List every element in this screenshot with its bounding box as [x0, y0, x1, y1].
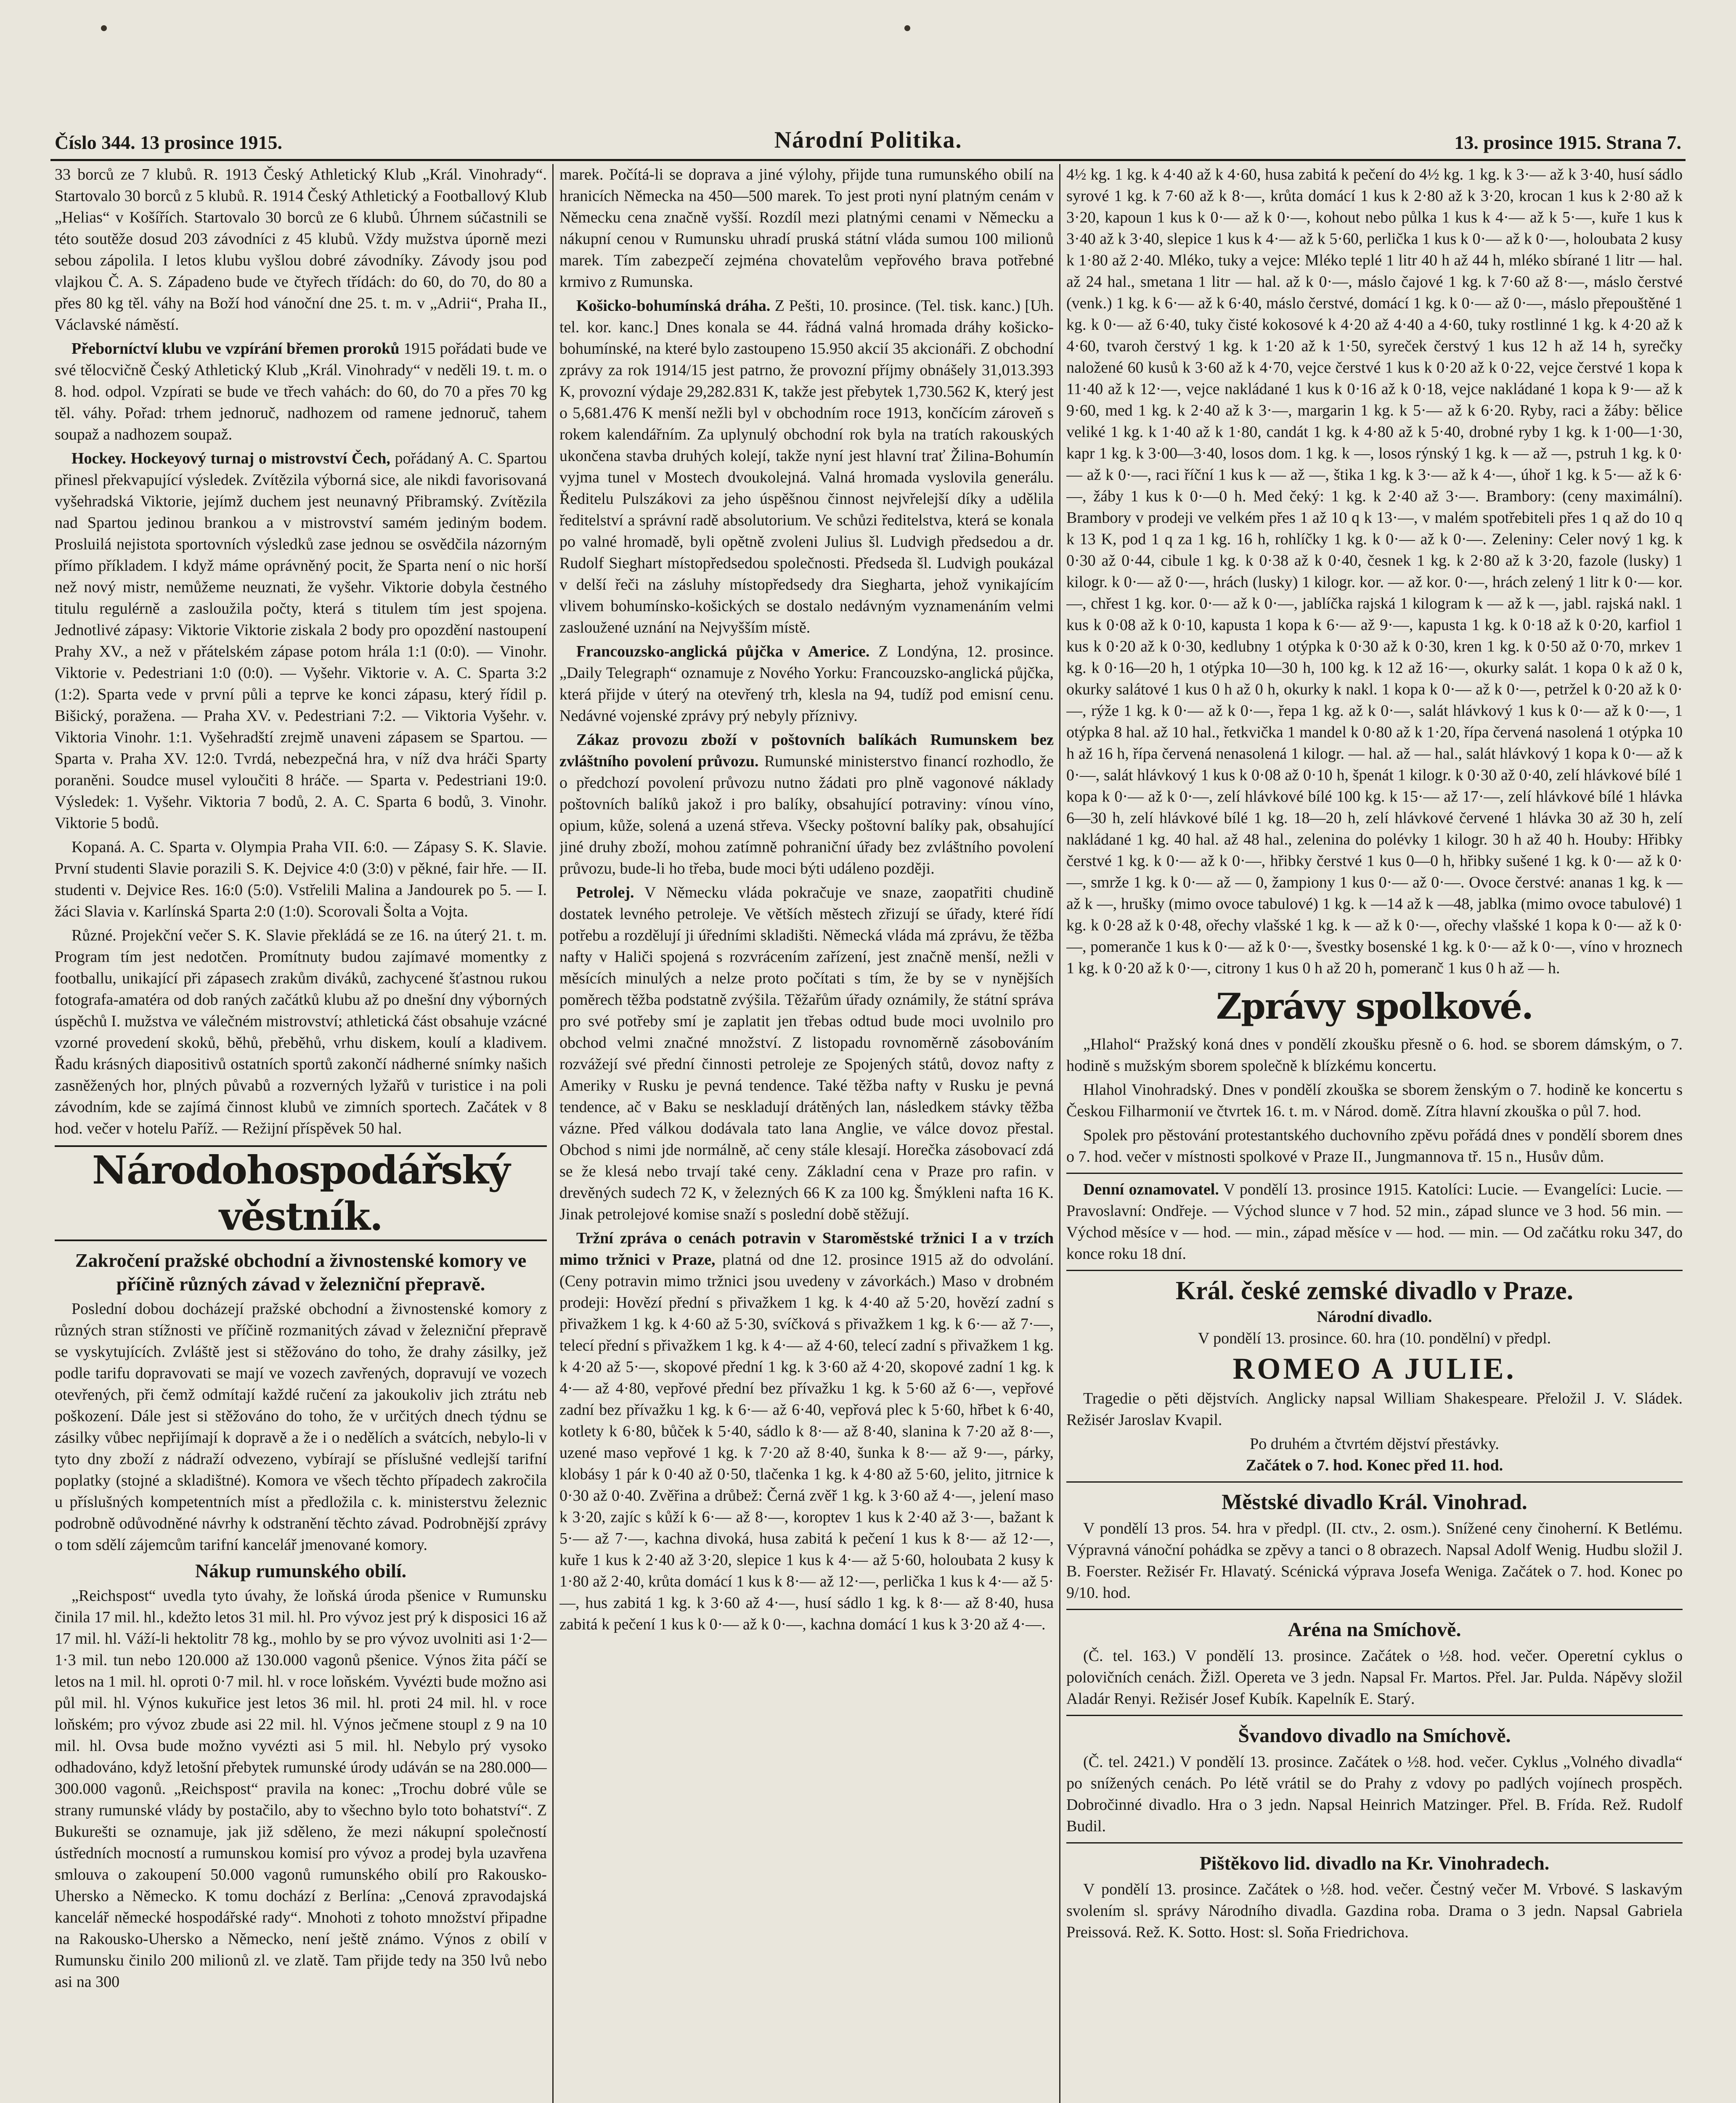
separator	[1066, 1173, 1683, 1174]
article-text: Z Pešti, 10. prosince. (Tel. tisk. kanc.) [Uh. tel. kor. kanc.] Dnes konala se 44. řádná valná hromada dráhy košicko-bohumínské, na které bylo zastoupeno 15.950 akcií 35 akcionáři. Z obchodní zprávy za rok 1914/15 jest patrno, že provozní příjmy obnášely 31,013.393 K, provozní výdaje 29,282.831 K, takže jest přebytek 1,730.562 K, který jest o 5,681.476 K menší nežli byl v obchodním roce 1913, končícím zároveň s rokem kalendářním. Za uplynulý obchodní rok byla na tratích rakouských ukončena stavba druhých kolejí, takže nyní jest hlavní trať Žilina-Bohumín vyjma tunel v Mostech dvoukolejná. Valná hromada vyslovila generálu. Ředitelu Pulszákovi za jeho úspěšnou činnost nejvřelejší díky a udělila ředitelství a správní radě absolutorium. Ve schůzi ředitelstva, která se konala po valné hromadě, byli opětně zvoleni Julius šl. Ludvigh předsedou a dr. Rudolf Sieghart místopředsedou společnosti. Předseda šl. Ludvigh poukázal v delší řeči na zásluhy místopředsedy dra Siegharta, jehož vynikajícím vlivem bohumínsko-košických se dostalo nedávným vyznamenáním velmi zasloužené uznání na Nejvyšším místě.	[559, 297, 1054, 636]
separator	[1066, 1481, 1683, 1483]
play-note: Po druhém a čtvrtém dějství přestávky.	[1250, 1435, 1499, 1453]
page-speck	[101, 25, 107, 31]
separator	[1066, 1715, 1683, 1716]
masthead: Národní Politika.	[774, 127, 962, 153]
section-heading: Zprávy spolkové.	[1216, 985, 1533, 1027]
theater-name: Pištěkovo lid. divadlo na Kr. Vinohradech.	[1199, 1852, 1550, 1874]
article-text: 33 borců ze 7 klubů. R. 1913 Český Athletický Klub „Král. Vinohrady“. Startovalo 30 borců z 5 klubů. R. 1914 Český Athletický a Footballový Klub „Helias“ v Košířích. Startovalo 30 borců ze 6 klubů. Úhrnem súčastnili se této soutěže dosud 203 závodníci z 45 klubů. Vždy mužstva úporně mezi sebou zápolila. I letos klubu vyšlou dobré závodníky. Závody jsou pod vlajkou Č. A. S. Západeno bude ve čtyřech třídách: do 60, do 70, do 80 a přes 80 kg těl. váhy na Boží hod vánoční dne 25. t. m. v „Adrii“, Praha II., Václavské náměstí.	[55, 166, 547, 334]
page-header	[55, 128, 1681, 154]
article-lead: Košicko-bohumínská dráha.	[576, 297, 771, 315]
column-divider	[552, 164, 554, 2103]
column-1	[55, 164, 547, 2103]
market-prices: 4½ kg. 1 kg. k 4·40 až k 4·60, husa zabitá k pečení do 4½ kg. 1 kg. k 3·— až k 3·40, husí sádlo syrové 1 kg. k 7·60 až k 8·—, krůta domácí 1 kus k 2·80 až k 3·20, krocan 1 kus k 2·80 až k 3·20, kapoun 1 kus k 0·— až k 0·—, kohout nebo půlka 1 kus k 4·— až k 5·—, kuře 1 kus k 3·40 až k 3·40, slepice 1 kus k 4·— až k 5·60, perlička 1 kus k 0·— až k 0·—, holoubata 2 kusy k 1·80 až 2·40. Mléko, tuky a vejce: Mléko teplé 1 litr 40 h až 44 h, mléko sbírané 1 litr — hal. až 24 hal., smetana 1 litr — hal. až k 0·—, máslo čajové 1 kg. k 7·60 až 8·—, máslo čerstvé (venk.) 1 kg. k 6·— až k 6·40, máslo čerstvé, domácí 1 kg. k 0·— až 0·—, máslo přepouštěné 1 kg. k 0·— až 6·40, tuky čisté kokosové k 4·20 až 4·40 a 4·60, tuky rostlinné 1 kg. k 4·20 až k 4·60, tvaroh čerstvý 1 kg. k 1·20 až k 1·50, syreček čerstvý 1 kus 12 h až 14 h, syrečky naložené 60 kusů k 3·60 až k 4·70, vejce čerstvé 1 kus k 0·20 až k 0·22, vejce čerstvé 1 kopa k 11·40 až k 12·—, vejce nakládané 1 kus k 0·16 až k 0·18, vejce nakládané 1 kopa k 9·— až k 9·60, med 1 kg. k 2·40 až k 3·—, margarin 1 kg. k 5·— až k 6·20. Ryby, raci a žáby: bělice veliké 1 kg. k 1·40 až k 1·80, candát 1 kg. k 4·80 až k 5·40, drobné ryby 1 kg. k 1·00—1·30, kapr 1 kg. k 3·00—3·40, losos dom. 1 kg. k —, losos rýnský 1 kg. k — až —, pstruh 1 kg. k 0·— až k 0·—, raci říční 1 kus k — až —, štika 1 kg. k 3·— až k 4·—, úhoř 1 kg. k 5·— až k 6·—, žáby 1 kus k 0·—0 h. Med čeký: 1 kg. k 2·40 až 3·—. Brambory: (ceny maximální). Brambory v prodeji ve velkém přes 1 až 10 q k 13·—, v malém spotřebiteli přes 1 q až do 10 q k 13 K, pod 1 q za 1 kg. 16 h, rohlíčky 1 kg. k 0·— až k 0·—. Zeleniny: Celer nový 1 kg. k 0·30 až 0·44, cibule 1 kg. k 0·38 až k 0·40, česnek 1 kg. k 2·80 až k 3·20, fazole (lusky) 1 kilogr. k 0·— až 0·—, hrách (lusky) 1 kilogr. kor. — až kor. 0·—, hrách zelený 1 litr k 0·— kor. —, chřest 1 kg. kor. 0·— až k 0·—, jablíčka rajská 1 kilogram k — až k —, jabl. rajská nakl. 1 kus k 0·08 až k 0·10, kapusta 1 kopa k 6·— až 9·—, kapusta 1 kg. k 0·18 až k 0·20, karfiol 1 kus k 0·20 až k 0·30, kedlubny 1 otýpka k 0·30 až k 0·30, kren 1 kg. k 0·50 až 0·70, mrkev 1 kg. k 0·16—20 h, 1 otýpka 10—30 h, 100 kg. k 12 až 16·—, okurky salát. 1 kopa 0 k až 0 k, okurky salátové 1 kus 0 h až 0 h, okurky k nakl. 1 kopa k 0·— až k 0·—, petržel k 0·20 až k 0·—, rýže 1 kg. k 0·— až k 0·—, řepa 1 kg. až k 0·—, salát hlávkový 1 kus k 0·— až k 0·—, 1 otýpka 8 hal. až 10 hal., řetkvička 1 mandel k 0·80 až k 1·20, řípa červená nasolená 1 otýpka 10 h až 16 h, řípa červená nenasolená 1 kilogr. — hal. až — hal., salát hlávkový 1 kopa k 0·— až k 0·—, salát hlávkový 1 kus k 0·08 až 0·10 h, špenát 1 kilogr. k 0·30 až 0·40, zelí hlávkové bílé 1 kopa k 0·— až k 0·—, zelí hlávkové bílé 100 kg. k 15·— až 17·—, zelí hlávkové bílé 1 hlávka 6—30 h, zelí hlávkové bílé 1 kg. 18—20 h, zelí hlávkové červené 1 hlávka 30 až 30 h, zelí nakládané 1 kg. 40 hal. až 48 hal., zelenina do polévky 1 kilogr. 30 h až 40 h. Houby: Hřibky čerstvé 1 kg. k 0·— až k 0·—, hřibky čerstvé 1 kus 0—0 h, hřibky sušené 1 kg. k 0·— až k 0·—, smrže 1 kg. k 0·— až — 0, žampiony 1 kus 0·— až 0·—. Ovoce čerstvé: ananas 1 kg. k — až k —, hrušky (mimo ovoce tabulové) 1 kg. k —14 až k —48, jablka (mimo ovoce tabulové) 1 kg. k 0·28 až k 0·48, ořechy vlašské 1 kg. k — až k 0·—, ořechy vlašské 1 kopa k 0·— až k 0·—, pomeranče 1 kus k 0·— až k 0·—, švestky bosenské 1 kg. k 0·— až k 0·—, víno v hroznech 1 kg. k 0·20 až k 0·—, citrony 1 kus 0 h až 20 h, pomeranč 1 kus 0 h až — h.	[1066, 166, 1683, 977]
article-text: marek. Počítá-li se doprava a jiné výlohy, přijde tuna rumunského obilí na hranicích Německa na 450—500 marek. To jest proti nyní platným cenám v Německu cena značně vyšší. Rozdíl mezi platnými cenami v Německu a nákupní cenou v Rumunsku uhradí pruská státní vláda sumou 100 milionů marek. Tím zabezpečí zejména chovatelům vepřového brava potřebné krmivo z Rumunska.	[559, 166, 1054, 291]
theater-name: Král. české zemské divadlo v Praze.	[1175, 1277, 1574, 1305]
article-text: Rumunské ministerstvo financí rozhodlo, že o předchozí povolení průvozu nutno žádati pro plně vagonové náklady poštovních balíků jakož i pro balíky, obsahující potraviny: vínou víno, opium, kůže, solená a uzená střeva. Všecky poštovní balíky pak, obsahující jiné druhy zboží, mohou zatímně pohraniční úřady bez zvláštního povolení průvozu, bude-li ho třeba, bude moci býti událeno později.	[559, 752, 1054, 877]
theater-subtitle: Národní divadlo.	[1317, 1308, 1432, 1326]
theater-program: V pondělí 13. prosince. Začátek o ½8. hod. večer. Čestný večer M. Vrbové. S laskavým svolením sl. správy Národního divadla. Gazdina roba. Drama o 3 jedn. Napsal Gabriela Preissová. Rež. K. Sotto. Host: sl. Soňa Friedrichova.	[1066, 1881, 1683, 1941]
article-text: „Reichspost“ uvedla tyto úvahy, že loňská úroda pšenice v Rumunsku činila 17 mil. hl., kdežto letos 31 mil. hl. Pro vývoz jest prý k disposici 16 až 17 mil. hl. Váží-li hektolitr 78 kg., mohlo by se pro vývoz uvolniti asi 1·2—1·3 mil. tun nebo 120.000 až 130.000 vagonů pšenice. Výnos žita páčí se letos na 1 mil. hl. oproti 0·7 mil. hl. v roce loňském. Vyvézti bude možno asi půl mil. hl. Výnos kukuřice jest letos 36 mil. hl. proti 24 mil. hl. v roce loňském; pro vývoz zbude asi 22 mil. hl. Výnos ječmene stoupl z 9 na 10 mil. hl. Ovsa bude možno vyvézti asi 5 mil. hl. Nebylo prý vysoko odhadováno, když letošní přebytek rumunské úrody udáván se na 280.000—300.000 vagonů. „Reichspost“ pravila na konec: „Trochu dobré vůle se strany rumunské vlády by postačilo, aby to všechno bylo toto bohatství“. Z Bukurešti se oznamuje, jak již sděleno, že mezi nákupní společností ústředních mocností a rumunskou komisí pro vývoz a prodej byla uzavřena smlouva o zakoupení 50.000 vagonů rumunského obilí pro Rakousko-Uhersko a Německo. K tomu dochází z Berlína: „Cenová zpravodajská kancelář německé hospodářské rady“. Mnohoti z tohoto množství připadne na Rakousko-Uhersko a Německo, není ještě známo. Výnos z obilí v Rumunsku činilo 200 milionů zl. ve zlatě. Tam přijde tedy na 350 lvů nebo asi na 300	[55, 1587, 547, 1991]
article-text: 1915 pořádati bude ve své tělocvičně Český Athletický Klub „Král. Vinohrady“ v neděli 19. t. m. o 8. hod. odpol. Vzpírati se bude ve třech vahách: do 60, do 70 a přes 70 kg těl. váhy. Pořad: trhem jednoruč, nadhozem od ramene jednoruč, tahem soupaž a nadhozem soupaž.	[55, 340, 547, 443]
daily-notice	[1066, 1179, 1683, 1265]
article-text: V Německu vláda pokračuje ve snaze, zaopatřiti chudině dostatek levného petroleje. Ve větších městech zřizují se úřady, které řídí potřebu a rozdělují ji úředními skladišti. Německá vláda má zprávu, že těžba nafty v Haliči spojená s rozvrácením zařízení, jest značně menší, nežli v měsících minulých a nelze proto počítati s tím, že by se v nynějších poměrech těžba podstatně zvýšila. Těžařům úřady oznámily, že státní správa pro své potřeby smí je zaplatit jen třebas odtud bude moci uvolnilo pro obchod velmi značné množství. Z listopadu rovnoměrně zásobováním rozvážejí své přední činnosti petroleje ze Spojených států, dovoz nafty z Ameriky v Rusku je pevná tendence. Také těžba nafty v Rusku je pevná tendence, ač v Baku se neskladují drátěných lan, následkem stávky těžba vázne. Před válkou dodávala tato lana Anglie, ve válce dovoz přestal. Obchod s nimi jde normálně, ač ceny stále klesají. Horečka zásobovací zdá se že klesá nebo trvají také ceny. Základní cena v Praze pro rafin. v drevěných sudech 72 K, v železných 66 K za 100 kg. Šmýkleni nafta 16 K. Jinak petrolejové komise snaží s poslední době stěžují.	[559, 884, 1054, 1223]
theater-program: (Č. tel. 2421.) V pondělí 13. prosince. Začátek o ½8. hod. večer. Cyklus „Volného divadla“ po snížených cenách. Po létě vrátil se do Prahy z vdovy po padlých vojínech prospěch. Dobročinné divadlo. Hra o 3 jedn. Napsal Heinrich Matzinger. Přel. B. Frída. Rež. Rudolf Budil.	[1066, 1753, 1683, 1835]
article	[559, 295, 1054, 638]
article-text: pořádaný A. C. Spartou přinesl překvapující výsledek. Zvítězila výborná sice, ale nikdi favorisovaná vyšehradská Viktorie, jejímž duchem jest neunavný Přibramský. Zvítězila nad Spartou jedinou brankou a v mistrovství samém jediným bodem. Prosluilá nejistota sportovních výsledků zase jednou se osvědčila názorným přímo příkladem. I když máme oprávněný pocit, že Sparta není o nic horší než nový mistr, nemůžeme neuznati, že vyšehr. Viktorie dobyla čestného titulu regulérně a zasloužila počty, která s titulem tím jest spojena. Jednotlivé zápasy: Viktorie Viktorie ziskala 2 body pro opozdění nastoupení Prahy XV., a než v přátelském zápase potom hrála 1:1 (0:0). — Vinohr. Viktorie v. Pedestriani 1:0 (0:0). — Vyšehr. Viktorie v. A. C. Sparta 3:2 (1:2). Sparta vede v první půli a teprve ke konci zápasu, který řídil p. Bišický, poražena. — Praha XV. v. Pedestriani 7:2. — Viktoria Vyšehr. v. Viktoria Vinohr. 1:1. Vyšehradští zrejmě unaveni zápasem se Spartou. — Sparta v. Praha XV. 12:0. Tvrdá, nebezpečná hra, v níž dva hráči Sparty poraněni. Soudce musel vyloučiti 8 hráče. — Sparta v. Pedestriani 19:0. Výsledek: 1. Vyšehr. Viktoria 7 bodů, 2. A. C. Sparta 6 bodů, 3. Vinohr. Viktorie 5 bodů.	[55, 450, 547, 832]
page-speck	[904, 25, 910, 31]
article	[559, 882, 1054, 1225]
article	[559, 729, 1054, 879]
theater-name: Aréna na Smíchově.	[1288, 1618, 1461, 1641]
article	[559, 641, 1054, 727]
article-lead: Hockey. Hockeyový turnaj o mistrovství Čech,	[72, 450, 390, 467]
header-rule	[50, 159, 1686, 161]
theater-program: V pondělí 13 pros. 54. hra v předpl. (II. ctv., 2. osm.). Snížené ceny činoherní. K Betlému. Výpravná vánoční pohádka se zpěvy a tanci o 8 obrazech. Napsal Adolf Wenig. Hudbu složil J. B. Foerster. Režisér Fr. Hlavatý. Scénická výprava Josefa Weniga. Začátek o 7. hod. Konec po 9/10. hod.	[1066, 1520, 1683, 1602]
play-title: ROMEO A JULIE.	[1232, 1352, 1516, 1385]
article-text: Poslední dobou docházejí pražské obchodní a živnostenské komory z různých stran stížnosti ve příčině rozmanitých závad v železniční přepravě se vyskytujících. Zvláště jest si stěžováno do toho, že drahy zásilky, jež podle tarifu dopravovati se mají ve vozech zavřených, dopravují ve vozech otevřených, při čemž odmítají každé ručení za jakoukoliv jich ztrátu neb poškození. Dále jest si stěžováno do toho, že v určitých dnech týdnu se zásilky vůbec nepřijímají k dopravě a že i o nedělích a svátcích, nebylo-li v tyto dny zboží z nádraží odvezeno, vybírají se příslušné vedlejší tarifní poplatky (stojné a skladištné). Komora ve všech těchto případech zakročila u příslušných kompetentních míst a předložila c. k. ministerstvu železnic podrobně odůvodněné návrhy k odstranění těchto závad. Podrobnější zprávy o tom sdělí zájemcům tarifní kancelář jmenované komory.	[55, 1300, 547, 1554]
club-notice: Spolek pro pěstování protestantského duchovního zpěvu pořádá dnes v pondělí sborem dnes o 7. hod. večer v místnosti spolkové v Praze II., Jungmannova tř. 15 n., Husův dům.	[1066, 1126, 1683, 1165]
article-text: platná od dne 12. prosince 1915 až do odvolání. (Ceny potravin mimo tržnici jsou uvedeny v závorkách.) Maso v drobném prodeji: Hovězí přední s přivažkem 1 kg. k 4·40 až 5·20, hovězí zadní s přivažkem 1 kg. k 4·60 až 5·30, svíčková s přivažkem 1 kg. k 6·— až 7·—, telecí přední s přivažkem 1 kg. k 4·— až 4·60, telecí zadní s přivažkem 1 kg. k 4·20 až 5·—, skopové přední 1 kg. k 3·60 až 4·20, skopové zadní 1 kg. k 4·— až 4·80, vepřové přední bez přívažku 1 kg. k 5·60 až 6·—, vepřové zadní bez přívažku 1 kg. k 6·— až 6·40, vepřová plec k 5·60, hřbet k 6·40, kotlety k 6·80, bůček k 5·40, sádlo k 8·— až 8·40, slanina k 7·20 až 8·—, uzené maso vepřové 1 kg. k 7·20 až 8·40, šunka k 8·— až 9·—, párky, klobásy 1 pár k 0·40 až 0·50, tlačenka 1 kg. k 4·80 až 5·60, jelito, jitrnice k 0·30 až 0·40. Zvěřina a drůbež: Černá zvěř 1 kg. k 3·60 až 4·—, jelení maso k 3·20, zajíc s kůží k 6·— až 8·—, koroptev 1 kus k 2·40 až 3·—, bažant k 5·— až 7·—, kachna divoká, husa zabitá k pečení 1 kus k 8·— až 12·—, kuře 1 kus k 2·40 až 3·20, slepice 1 kus k 4·— až 5·60, holoubata 2 kusy k 1·80 až 2·40, krůta domácí 1 kus k 8·— až 12·—, perlička 1 kus k 4·— až 5·—, hus zabitá 1 kg. k 3·60 až 4·—, husí sádlo 1 kg. k 8·— až 8·40, husa zabitá k pečení 1 kus k 0·— až k 0·—, kachna domácí 1 kus k 3·20 až 4·—.	[559, 1251, 1054, 1633]
notice-text: V pondělí 13. prosince 1915. Katolíci: Lucie. — Evangelíci: Lucie. — Pravoslavní: Ondřeje. — Východ slunce v 7 hod. 52 min., západ slunce ve 3 hod. 56 min. — Východ měsíce v — hod. — min., západ měsíce v — hod. — min. — Od začátku roku 347, do konce roku 18 dní.	[1066, 1181, 1683, 1263]
article-lead: Tržní zpráva o cenách potravin v Staroměstské tržnici I a v trzích mimo tržnici v Praze,	[559, 1229, 1054, 1269]
article-headline: Zakročení pražské obchodní a živnostenské komory ve příčině různých závad v železniční přepravě.	[75, 1250, 527, 1295]
column-divider	[1059, 164, 1060, 2103]
theater-name: Švandovo divadlo na Smíchově.	[1238, 1724, 1511, 1747]
article	[55, 448, 547, 834]
article-text: Z Londýna, 12. prosince. „Daily Telegraph“ oznamuje z Nového Yorku: Francouzsko-anglická půjčka, která přijde v úterý na otevřený trh, klesla na 94, tudíž pod emisní cenu. Nedávné vojenské zprávy prý nebyly příznivy.	[559, 643, 1054, 725]
club-notice: Hlahol Vinohradský. Dnes v pondělí zkouška se sborem ženským o 7. hodině ke koncertu s Českou Filharmonií ve čtvrtek 16. t. m. v Národ. domě. Zítra hlavní zkouška o půl 7. hod.	[1066, 1081, 1683, 1120]
article-headline: Nákup rumunského obilí.	[195, 1560, 407, 1581]
separator	[1066, 1270, 1683, 1271]
article-lead: Zákaz provozu zboží v poštovních balíkách Rumunskem bez zvláštního povolení průvozu.	[559, 731, 1054, 770]
column-3	[1066, 164, 1683, 2103]
column-2	[559, 164, 1054, 2103]
article-lead: Francouzsko-anglická půjčka v Americe.	[576, 643, 870, 660]
play-times: Začátek o 7. hod. Konec před 11. hod.	[1246, 1457, 1503, 1474]
performance-date: V pondělí 13. prosince. 60. hra (10. pondělní) v předpl.	[1198, 1330, 1551, 1347]
section-heading: Národohospodářský věstník.	[55, 1145, 547, 1241]
article	[559, 1228, 1054, 1635]
club-notice: „Hlahol“ Pražský koná dnes v pondělí zkoušku přesně o 6. hod. se sborem dámským, o 7. hodině s mužským sborem společně k blízkému koncertu.	[1066, 1036, 1683, 1075]
play-description: Tragedie o pěti dějstvích. Anglicky napsal William Shakespeare. Přeložil J. V. Sládek. Režisér Jaroslav Kvapil.	[1066, 1390, 1683, 1429]
article-text: Kopaná. A. C. Sparta v. Olympia Praha VII. 6:0. — Zápasy S. K. Slavie. První studenti Slavie porazili S. K. Dejvice 4:0 (3:0) v pěkné, fair hře. — II. studenti v. Dejvice Res. 16:0 (5:0). Vstřelili Malina a Jandourek po 5. — I. žáci Slavia v. Karlínská Sparta 2:0 (1:0). Scorovali Šolta a Vojta.	[55, 838, 547, 920]
separator	[1066, 1842, 1683, 1843]
separator	[1066, 1609, 1683, 1610]
theater-program: (Č. tel. 163.) V pondělí 13. prosince. Začátek o ½8. hod. večer. Operetní cyklus o polovičních cenách. Žižl. Opereta ve 3 jedn. Napsal Fr. Martos. Přel. Jar. Pulda. Nápěvy složil Aladár Renyi. Režisér Josef Kubík. Kapelník E. Starý.	[1066, 1647, 1683, 1708]
page-info: 13. prosince 1915. Strana 7.	[1454, 132, 1681, 153]
article-lead: Přeborníctví klubu ve vzpírání břemen proroků	[72, 340, 400, 358]
article	[55, 338, 547, 445]
article-lead: Petrolej.	[576, 884, 634, 901]
issue-info: Číslo 344. 13 prosince 1915.	[55, 132, 282, 153]
article-text: Různé. Projekční večer S. K. Slavie překládá se ze 16. na úterý 21. t. m. Program tím jest nedotčen. Promítnuty budou zajímavé momentky z footballu, unikající při zápasech zrakům diváků, zachycené šťastnou rukou fotografa-amatéra od dob raných začátků klubu až po dnešní dny výborných úspěchů I. mužstva ve válečném mistrovství; athletická část obsahuje vzácné vzorné provedení skoků, běhů, přeběhů, vrhu diskem, koulí a kladivem. Řadu krásných diapositivů ostatních sportů zakončí nádherné snímky našich zasněžených hor, plných půvabů a rozverných lyžařů v turistice i na poli závodním, kde se zajímá činnost klubů ve zimních sportech. Začátek v 8 hod. večer v hotelu Paříž. — Režijní příspěvek 50 hal.	[55, 927, 547, 1137]
theater-name: Městské divadlo Král. Vinohrad.	[1222, 1490, 1527, 1514]
notice-lead: Denní oznamovatel.	[1083, 1181, 1219, 1198]
